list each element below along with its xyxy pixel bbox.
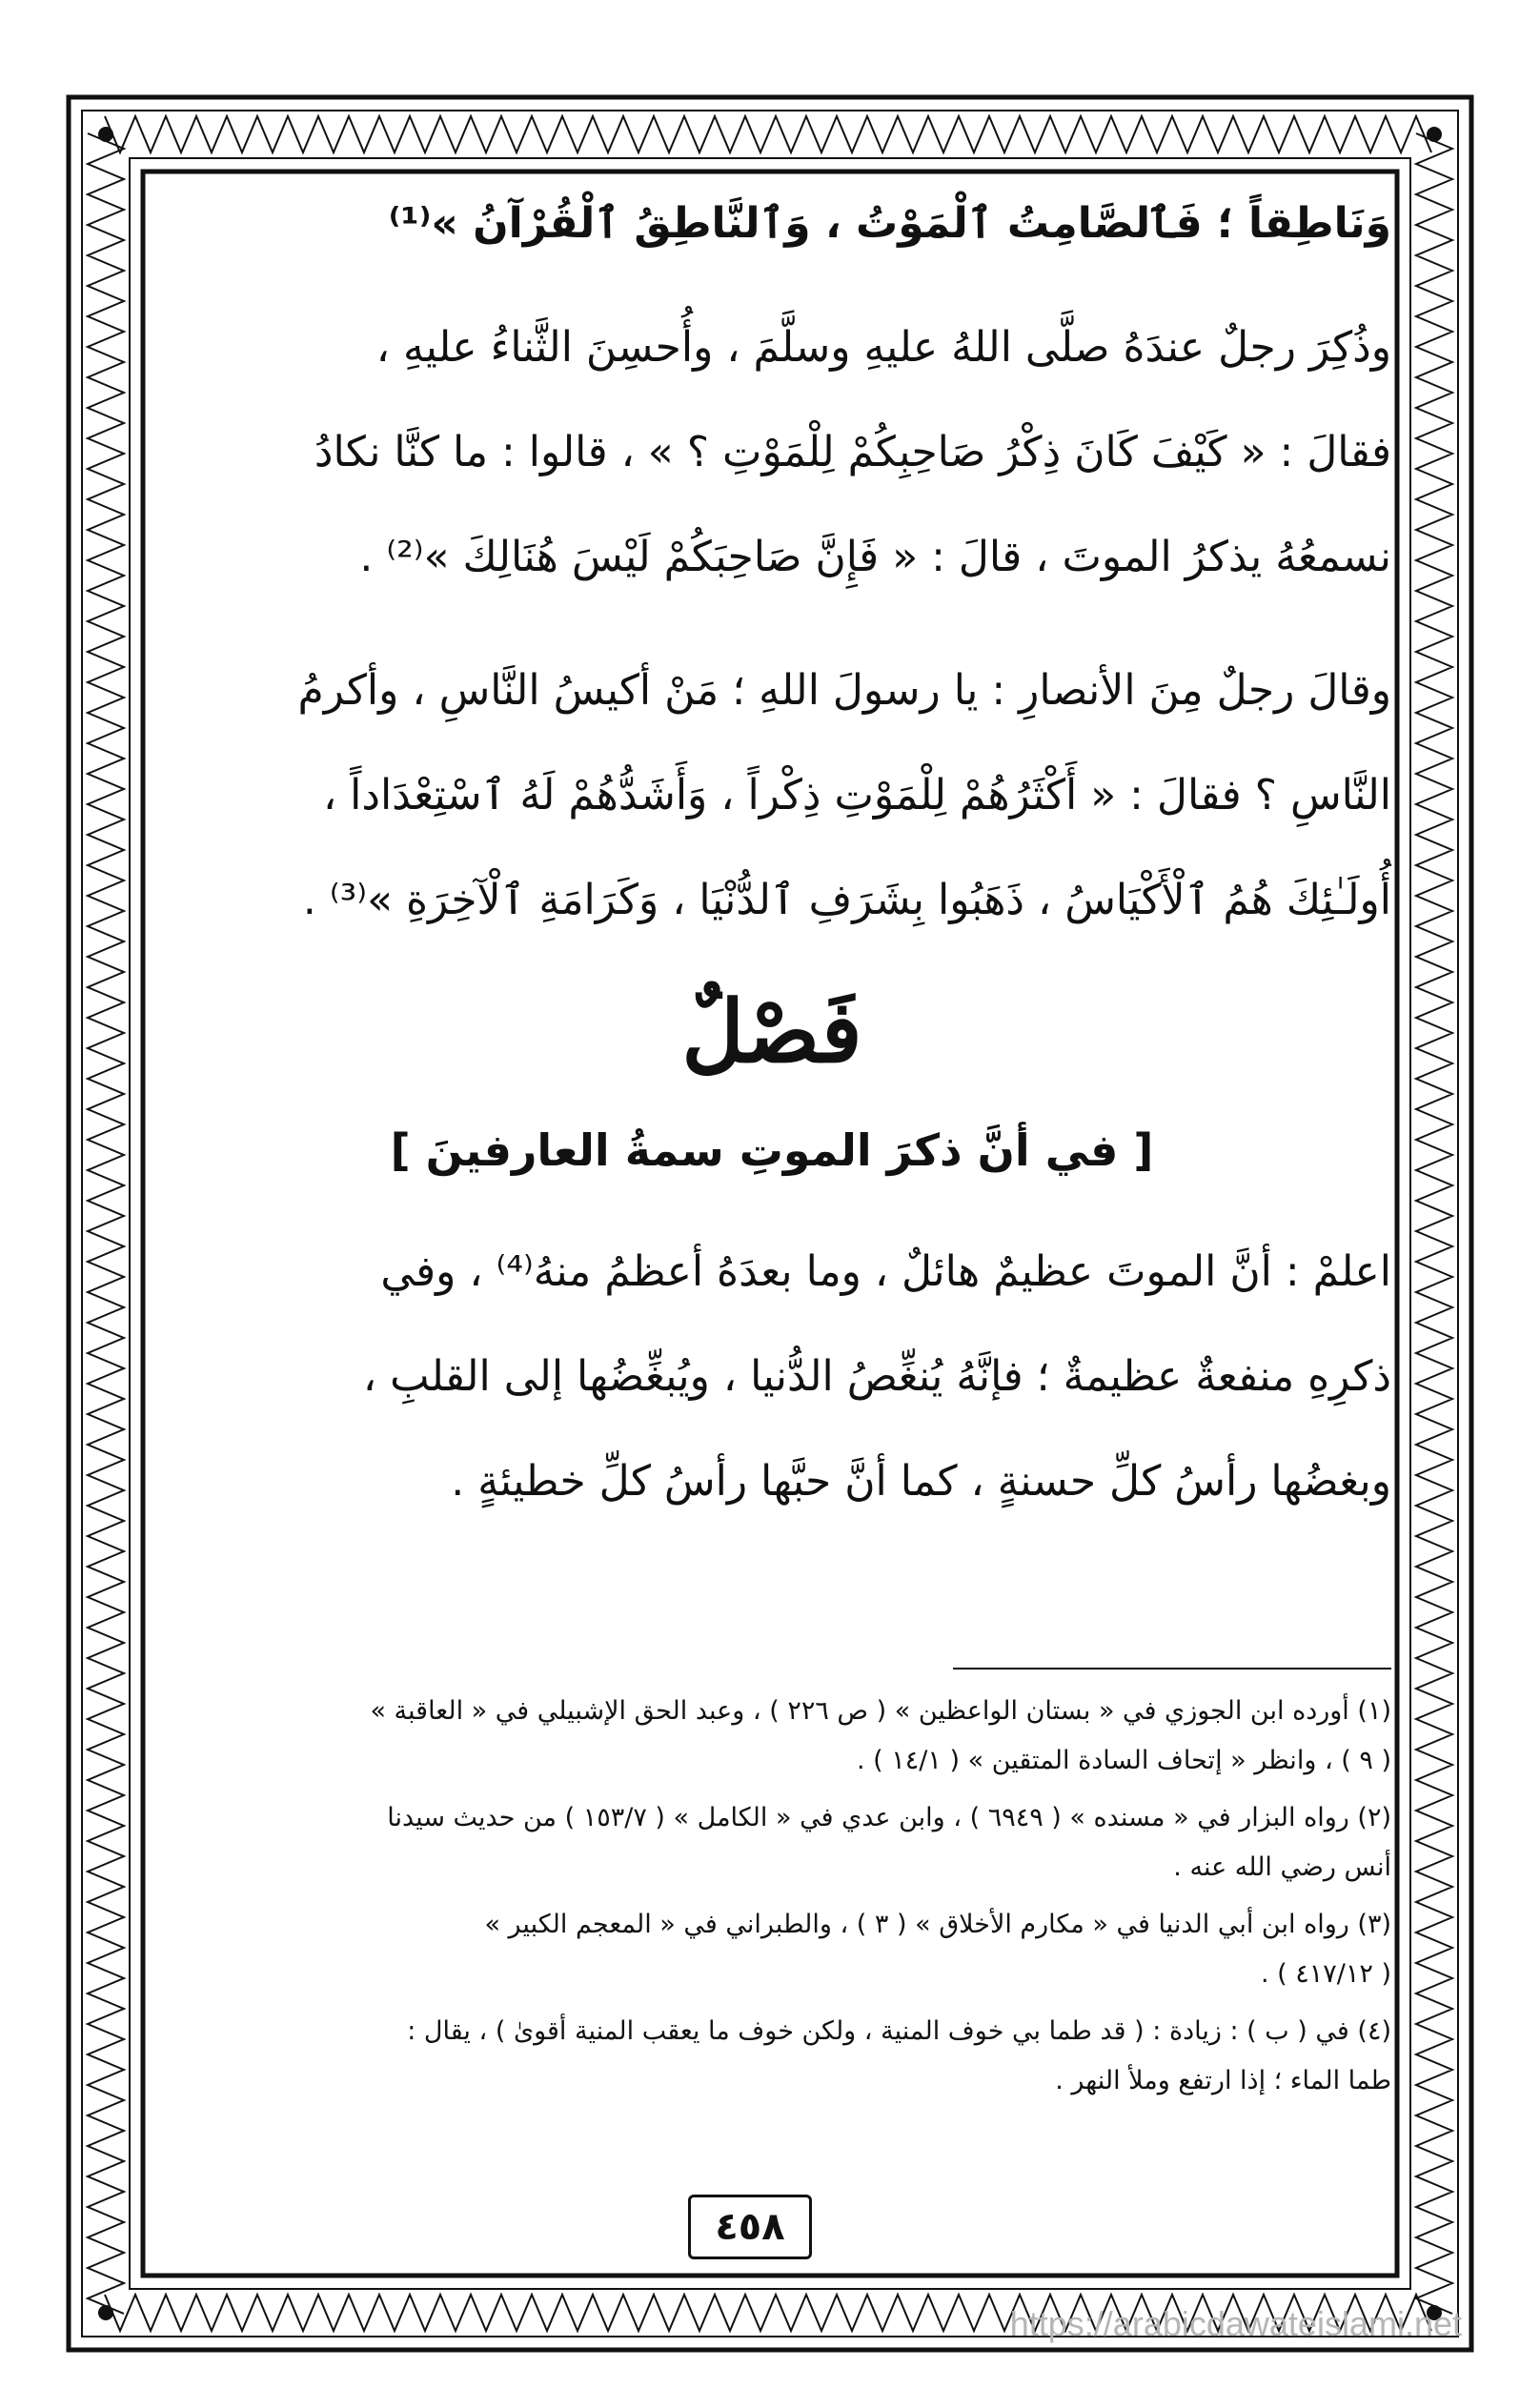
footnote-line: (٤) في ( ب ) : زيادة : ( قد طما بي خوف المنية ، ولكن خوف ما يعقب المنية أقوىٰ ) ، يقال : <box>407 2016 1391 2046</box>
paragraph-ansari-man <box>152 638 1391 953</box>
text-line: أُولَـٰئِكَ هُمُ ٱلْأَكْيَاسُ ، ذَهَبُوا بِشَرَفِ ٱلدُّنْيَا ، وَكَرَامَةِ ٱلْآخِرَةِ »⁽³⁾ . <box>302 876 1391 924</box>
page-content <box>152 162 1391 2173</box>
watermark-url: https://arabicdawateislami.net <box>1009 2304 1462 2343</box>
text-line: وقالَ رجلٌ مِنَ الأنصارِ : يا رسولَ اللهِ ؛ مَنْ أكيسُ النَّاسِ ، وأكرمُ <box>297 666 1391 715</box>
footnote-line: ( ٤١٧/١٢ ) . <box>1260 1959 1391 1989</box>
text-line: اعلمْ : أنَّ الموتَ عظيمٌ هائلٌ ، وما بعدَهُ أعظمُ منهُ⁽⁴⁾ ، وفي <box>380 1247 1391 1296</box>
paragraph-quote-end <box>152 172 1391 276</box>
text-line: وَنَاطِقاً ؛ فَٱلصَّامِتُ ٱلْمَوْتُ ، وَٱلنَّاطِقُ ٱلْقُرْآنُ »⁽¹⁾ <box>388 199 1391 248</box>
footnotes <box>152 1687 1391 2114</box>
footnote-line: (١) أورده ابن الجوزي في « بستان الواعظين » ( ص ٢٢٦ ) ، وعبد الحق الإشبيلي في « العاقبة » <box>370 1696 1391 1726</box>
section-ornament-title: فَصْلٌ <box>681 982 862 1083</box>
footnote-line: ( ٩ ) ، وانظر « إتحاف السادة المتقين » ( ١٤/١ ) . <box>857 1746 1391 1775</box>
text-line: فقالَ : « كَيْفَ كَانَ ذِكْرُ صَاحِبِكُمْ لِلْمَوْتِ ؟ » ، قالوا : ما كنَّا نكادُ <box>314 428 1391 476</box>
text-line: ذكرِهِ منفعةٌ عظيمةٌ ؛ فإنَّهُ يُنغِّصُ الدُّنيا ، ويُبغِّضُها إلى القلبِ ، <box>362 1352 1391 1401</box>
text-line: نسمعُهُ يذكرُ الموتَ ، قالَ : « فَإِنَّ صَاحِبَكُمْ لَيْسَ هُنَالِكَ »⁽²⁾ . <box>359 533 1391 581</box>
footnote-4 <box>152 2007 1391 2106</box>
text-line: وبغضُها رأسُ كلِّ حسنةٍ ، كما أنَّ حبَّها رأسُ كلِّ خطيئةٍ . <box>451 1457 1391 1506</box>
footnote-line: طما الماء ؛ إذا ارتفع وملأ النهر . <box>1055 2066 1391 2095</box>
footnote-line: أنس رضي الله عنه . <box>1173 1852 1391 1882</box>
corner-ornament <box>1427 127 1442 142</box>
text-line: وذُكِرَ رجلٌ عندَهُ صلَّى اللهُ عليهِ وسلَّمَ ، وأُحسِنَ الثَّناءُ عليهِ ، <box>375 323 1391 372</box>
footnote-1 <box>152 1687 1391 1786</box>
footnote-line: (٣) رواه ابن أبي الدنيا في « مكارم الأخلاق » ( ٣ ) ، والطبراني في « المعجم الكبير » <box>484 1910 1391 1939</box>
footnote-line: (٢) رواه البزار في « مسنده » ( ٦٩٤٩ ) ، وابن عدي في « الكامل » ( ١٥٣/٧ ) من حديث سيدنا <box>387 1803 1391 1832</box>
paragraph-mention-of-man <box>152 295 1391 610</box>
corner-ornament <box>98 127 113 142</box>
corner-ornament <box>98 2305 113 2320</box>
footnote-separator <box>953 1668 1391 1670</box>
text-line: النَّاسِ ؟ فقالَ : « أَكْثَرُهُمْ لِلْمَوْتِ ذِكْراً ، وَأَشَدُّهُمْ لَهُ ٱسْتِعْدَاداً ، <box>322 771 1391 820</box>
page-number: ٤٥٨ <box>688 2195 812 2259</box>
section-subtitle: [ في أنَّ ذكرَ الموتِ سمةُ العارفينَ ] <box>390 1124 1154 1176</box>
footnote-3 <box>152 1900 1391 1999</box>
paragraph-know-death <box>152 1220 1391 1534</box>
footnote-2 <box>152 1793 1391 1892</box>
